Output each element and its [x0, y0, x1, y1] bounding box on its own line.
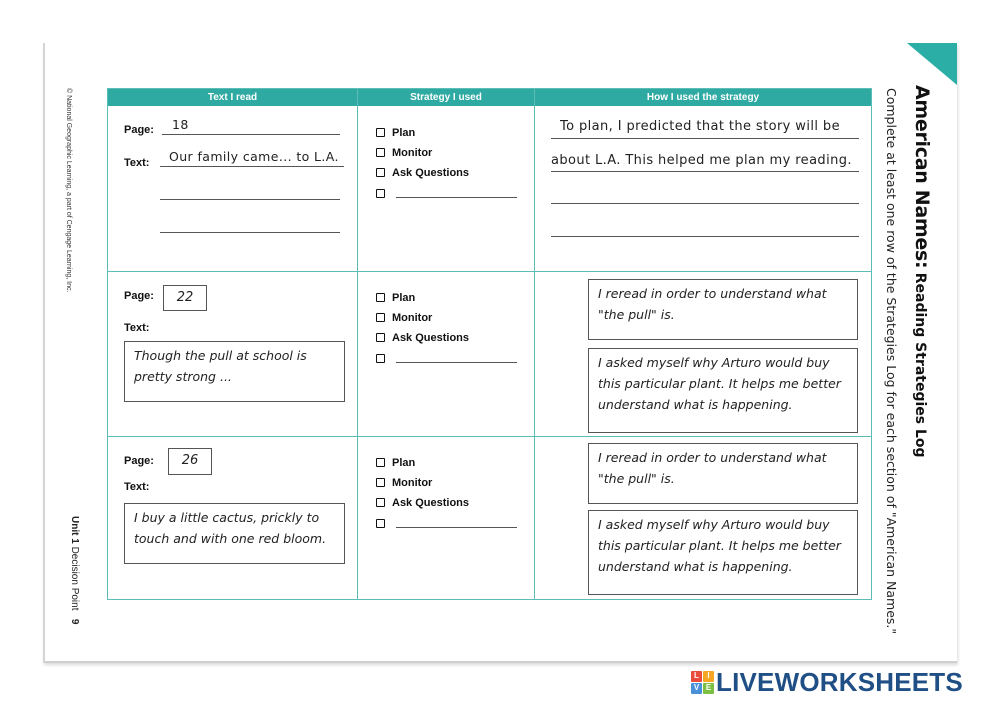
- answer-line: [551, 171, 859, 172]
- row-divider: [108, 271, 871, 272]
- strategy-label: Ask Questions: [392, 497, 470, 509]
- other-strategy-line[interactable]: [396, 197, 517, 198]
- header-text-i-read: Text I read: [108, 89, 357, 106]
- strategy-label: Monitor: [392, 312, 433, 324]
- copyright-notice: © National Geographic Learning, a part of Cengage Learning, Inc.: [65, 88, 72, 293]
- text-label: Text:: [124, 481, 150, 493]
- text-label: Text:: [124, 322, 150, 334]
- answer-line: [551, 236, 859, 237]
- how-answer-input[interactable]: I reread in order to understand what "the pull" is.: [588, 279, 858, 340]
- answer-line: [551, 203, 859, 204]
- strategy-ask-questions-checkbox[interactable]: [376, 497, 469, 509]
- page-answer-input[interactable]: 18: [172, 117, 189, 132]
- page-corner-decoration: [907, 43, 957, 85]
- instructions: Complete at least one row of the Strategies Log for each section of "American Names.": [884, 88, 899, 635]
- strategy-label: Monitor: [392, 477, 433, 489]
- page-answer-input[interactable]: 22: [163, 285, 207, 311]
- footer-page-number: 9: [69, 618, 80, 625]
- strategy-ask-questions-checkbox[interactable]: [376, 167, 469, 179]
- strategy-plan-checkbox[interactable]: [376, 292, 415, 304]
- page-label: Page:: [124, 290, 154, 302]
- page-answer-input[interactable]: 26: [168, 448, 212, 475]
- title-sub: Reading Strategies Log: [912, 272, 928, 458]
- answer-line: [160, 232, 340, 233]
- other-strategy-line[interactable]: [396, 362, 517, 363]
- strategy-plan-checkbox[interactable]: [376, 457, 415, 469]
- brand-name: LIVEWORKSHEETS: [716, 666, 963, 697]
- strategy-other-checkbox[interactable]: [376, 518, 392, 530]
- header-strategy-i-used: Strategy I used: [358, 89, 534, 106]
- strategy-monitor-checkbox[interactable]: [376, 477, 432, 489]
- text-answer-input[interactable]: Though the pull at school is pretty strong ...: [124, 341, 345, 402]
- liveworksheets-logo-icon: [691, 671, 713, 693]
- page-label: Page:: [124, 455, 154, 467]
- strategy-label: Ask Questions: [392, 332, 470, 344]
- footer-unit: Unit 1: [69, 516, 80, 544]
- how-answer-input[interactable]: To plan, I predicted that the story will be: [560, 119, 840, 134]
- how-answer-input[interactable]: I reread in order to understand what "the pull" is.: [588, 443, 858, 504]
- strategy-monitor-checkbox[interactable]: [376, 312, 432, 324]
- strategy-label: Plan: [392, 292, 416, 304]
- logo-letter: V: [691, 683, 702, 694]
- how-answer-input[interactable]: about L.A. This helped me plan my reading.: [551, 153, 852, 168]
- page-title: [911, 85, 933, 458]
- strategy-other-checkbox[interactable]: [376, 188, 392, 200]
- title-main: American Names:: [911, 85, 933, 269]
- column-divider: [357, 89, 358, 599]
- text-answer-input[interactable]: Our family came... to L.A.: [169, 149, 339, 164]
- answer-line: [160, 166, 344, 167]
- strategies-log-table: [107, 88, 872, 600]
- logo-letter: L: [691, 671, 702, 682]
- strategy-plan-checkbox[interactable]: [376, 127, 415, 139]
- text-label: Text:: [124, 157, 150, 169]
- logo-letter: I: [703, 671, 714, 682]
- answer-line: [551, 138, 859, 139]
- page-label: Page:: [124, 124, 154, 136]
- answer-line: [160, 199, 340, 200]
- strategy-monitor-checkbox[interactable]: [376, 147, 432, 159]
- how-answer-input[interactable]: I asked myself why Arturo would buy this particular plant. It helps me better understand what is happening.: [588, 348, 858, 433]
- text-answer-input[interactable]: I buy a little cactus, prickly to touch and with one red bloom.: [124, 503, 345, 564]
- other-strategy-line[interactable]: [396, 527, 517, 528]
- strategy-other-checkbox[interactable]: [376, 353, 392, 365]
- how-answer-input[interactable]: I asked myself why Arturo would buy this particular plant. It helps me better understand what is happening.: [588, 510, 858, 595]
- row-divider: [108, 436, 871, 437]
- column-divider: [534, 89, 535, 599]
- page-footer: [69, 516, 80, 624]
- strategy-label: Ask Questions: [392, 167, 470, 179]
- strategy-label: Monitor: [392, 147, 433, 159]
- strategy-label: Plan: [392, 457, 416, 469]
- answer-line: [162, 134, 340, 135]
- liveworksheets-brand[interactable]: [691, 666, 963, 697]
- strategy-label: Plan: [392, 127, 416, 139]
- strategy-ask-questions-checkbox[interactable]: [376, 332, 469, 344]
- footer-section: Decision Point: [69, 546, 80, 611]
- header-how-i-used: How I used the strategy: [535, 89, 871, 106]
- logo-letter: E: [703, 683, 714, 694]
